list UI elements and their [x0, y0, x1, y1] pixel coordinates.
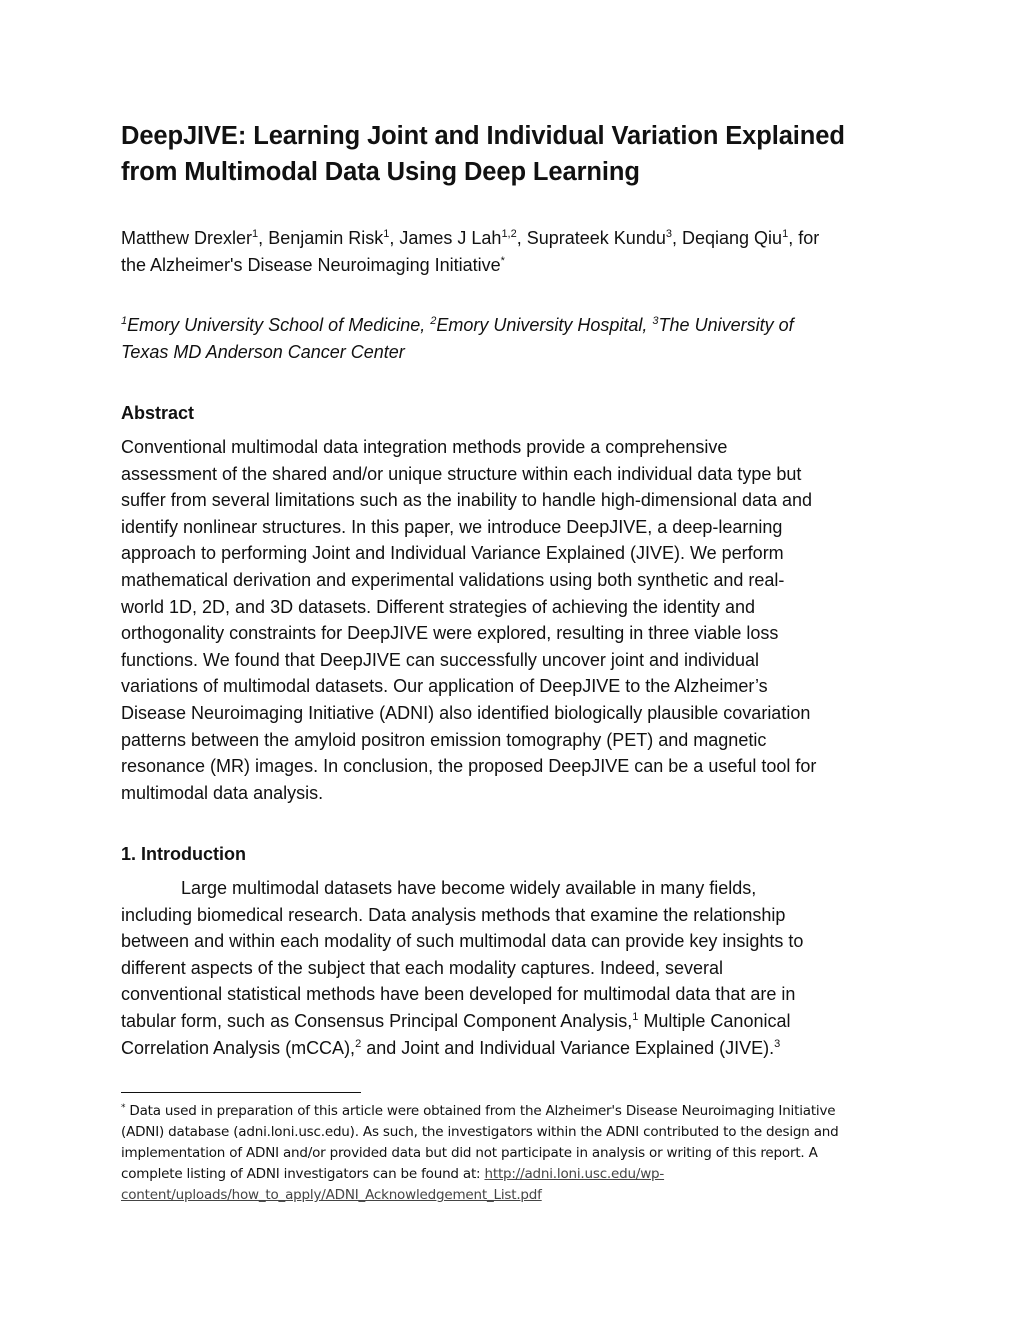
- author-sep: ,: [258, 228, 269, 248]
- citation-sup: 3: [774, 1037, 781, 1050]
- author-name: Matthew Drexler: [121, 228, 253, 248]
- abstract-line: variations of multimodal datasets. Our application of DeepJIVE to the Alzheimer’s: [121, 676, 768, 697]
- author-line-2: [121, 252, 921, 279]
- footnote-text: complete listing of ADNI investigators can be found at:: [121, 1166, 485, 1182]
- abstract-line: world 1D, 2D, and 3D datasets. Different strategies of achieving the identity and: [121, 596, 756, 617]
- affiliation-line-1: [121, 312, 921, 339]
- adni-acknowledgement-link[interactable]: http://adni.loni.usc.edu/wp-: [484, 1166, 665, 1182]
- author-name: Suprateek Kundu: [526, 228, 666, 248]
- intro-line: between and within each modality of such multimodal data can provide key insights to: [121, 931, 804, 952]
- abstract-line: mathematical derivation and experimental validations using both synthetic and real-: [121, 569, 785, 590]
- adni-acknowledgement-link-cont[interactable]: content/uploads/how_to_apply/ADNI_Acknowledgement_List.pdf: [121, 1187, 542, 1203]
- footnote-line: (ADNI) database (adni.loni.usc.edu). As such, the investigators within the ADNI contributed to the design and: [121, 1124, 839, 1140]
- footnote: [121, 1101, 911, 1206]
- citation-sup: 1: [632, 1010, 639, 1023]
- abstract-line: resonance (MR) images. In conclusion, the proposed DeepJIVE can be a useful tool for: [121, 756, 817, 777]
- footnote-separator: [121, 1092, 361, 1093]
- affil-sup: 3: [652, 315, 659, 327]
- footnote-line: [121, 1185, 911, 1206]
- author-sep: ,: [671, 228, 682, 248]
- abstract-line: Conventional multimodal data integration methods provide a comprehensive: [121, 437, 728, 457]
- author-name: Benjamin Risk: [268, 228, 384, 248]
- abstract-line: multimodal data analysis.: [121, 782, 324, 803]
- author-affil-sup: 3: [665, 228, 672, 240]
- intro-line: Large multimodal datasets have become widely available in many fields,: [181, 878, 757, 898]
- footnote-text: Data used in preparation of this article were obtained from the Alzheimer's Disease Neuroimaging Initiative: [125, 1103, 836, 1119]
- title-line-2: from Multimodal Data Using Deep Learning: [121, 158, 640, 186]
- abstract-line: Disease Neuroimaging Initiative (ADNI) also identified biologically plausible covariation: [121, 702, 811, 723]
- footnote-marker: *: [121, 1103, 126, 1113]
- abstract-line: patterns between the amyloid positron emission tomography (PET) and magnetic: [121, 729, 767, 750]
- footnote-line: [121, 1164, 911, 1185]
- affil-sup: 2: [430, 315, 437, 327]
- affiliations: [121, 312, 921, 366]
- abstract-line: suffer from several limitations such as the inability to handle high-dimensional data and: [121, 490, 813, 511]
- consortium-name: the Alzheimer's Disease Neuroimaging Initiative: [121, 255, 501, 275]
- abstract-line: approach to performing Joint and Individual Variance Explained (JIVE). We perform: [121, 543, 784, 564]
- introduction-body: [121, 875, 921, 1061]
- author-name: Deqiang Qiu: [682, 228, 783, 248]
- intro-text: and Joint and Individual Variance Explained (JIVE).: [361, 1037, 775, 1058]
- intro-text: tabular form, such as Consensus Principal Component Analysis,: [121, 1010, 633, 1031]
- author-list: [121, 225, 921, 279]
- abstract-line: functions. We found that DeepJIVE can successfully uncover joint and individual: [121, 649, 760, 670]
- title-line-1: DeepJIVE: Learning Joint and Individual Variation Explained: [121, 122, 845, 150]
- citation-sup: 2: [355, 1037, 362, 1050]
- footnote-line: implementation of ADNI and/or provided data but did not participate in analysis or writing of this report. A: [121, 1145, 818, 1161]
- affiliation: Emory University Hospital,: [436, 315, 653, 335]
- affiliation-line-2: Texas MD Anderson Cancer Center: [121, 342, 405, 362]
- author-affil-sup: 1: [252, 228, 259, 240]
- author-sep: ,: [389, 228, 400, 248]
- abstract-body: [121, 434, 921, 806]
- intro-line: [121, 1035, 921, 1062]
- author-affil-sup: 1: [782, 228, 789, 240]
- footnote-marker-sup: *: [500, 255, 505, 267]
- affiliation: Emory University School of Medicine,: [127, 315, 431, 335]
- abstract-line: orthogonality constraints for DeepJIVE were explored, resulting in three viable loss: [121, 623, 779, 644]
- affiliation: The University of: [658, 315, 794, 335]
- affil-sup: 1: [121, 315, 128, 327]
- intro-text: Correlation Analysis (mCCA),: [121, 1037, 356, 1058]
- abstract-line: identify nonlinear structures. In this paper, we introduce DeepJIVE, a deep-learning: [121, 516, 783, 537]
- intro-line: different aspects of the subject that each modality captures. Indeed, several: [121, 957, 724, 978]
- author-name: James J Lah: [399, 228, 502, 248]
- intro-text: Multiple Canonical: [638, 1010, 791, 1031]
- footnote-line: [121, 1101, 911, 1122]
- author-sep: ,: [516, 228, 527, 248]
- paper-title: [121, 118, 911, 190]
- author-affil-sup: 1,2: [501, 228, 517, 240]
- intro-line: [121, 1008, 921, 1035]
- introduction-heading: 1. Introduction: [121, 844, 246, 864]
- author-tail: , for: [788, 228, 820, 248]
- abstract-line: assessment of the shared and/or unique structure within each individual data type but: [121, 463, 802, 484]
- intro-line: conventional statistical methods have been developed for multimodal data that are in: [121, 984, 796, 1005]
- intro-line: including biomedical research. Data analysis methods that examine the relationship: [121, 904, 786, 925]
- author-line-1: [121, 225, 921, 252]
- author-affil-sup: 1: [383, 228, 390, 240]
- abstract-heading: Abstract: [121, 403, 195, 423]
